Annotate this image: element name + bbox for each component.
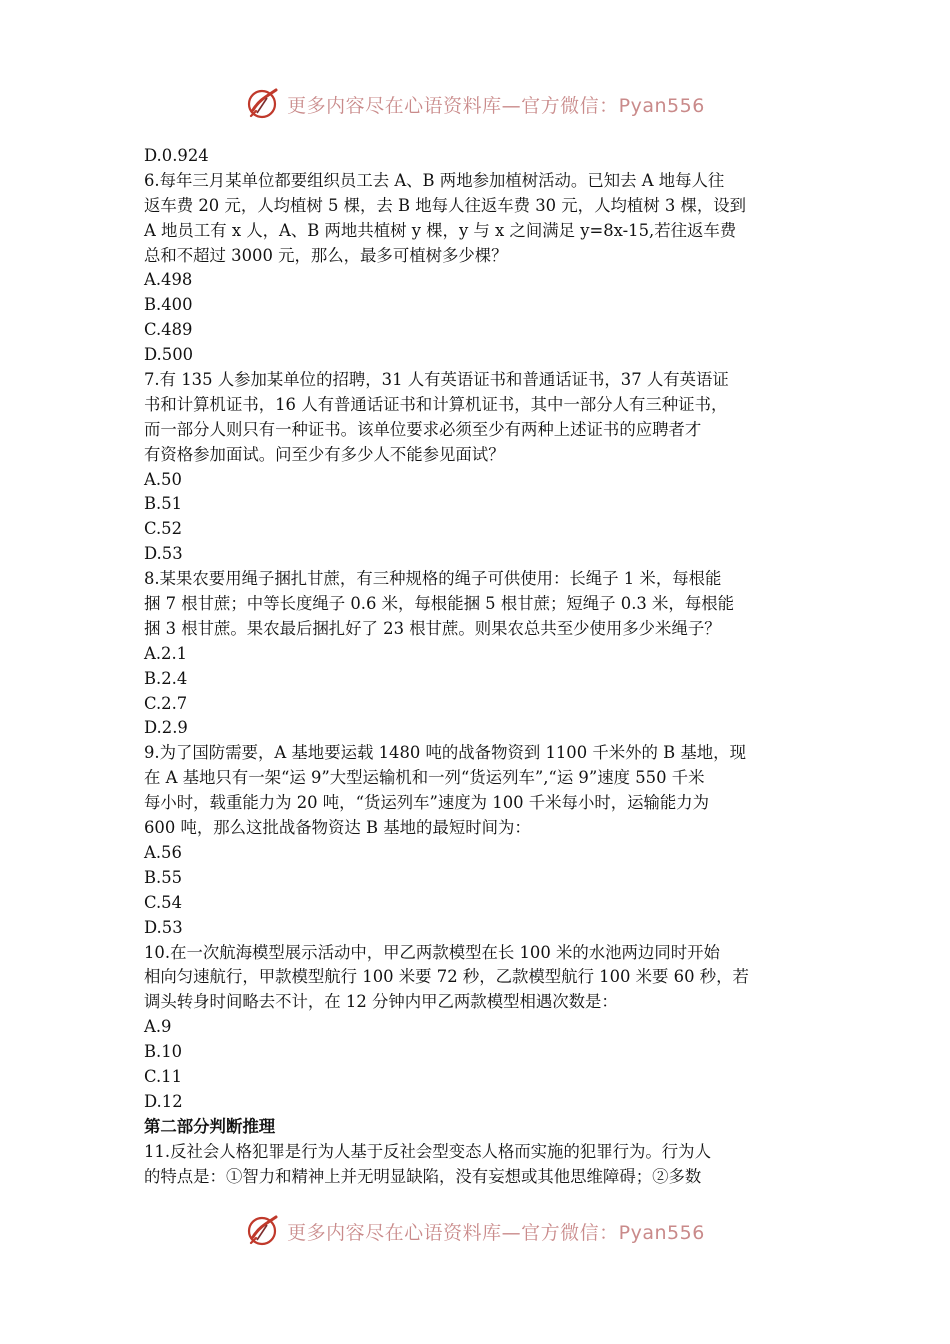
question-text-line: 捆 7 根甘蔗；中等长度绳子 0.6 米，每根能捆 5 根甘蔗；短绳子 0.3 米，每根能 <box>144 594 734 614</box>
question-text-line: 总和不超过 3000 元，那么，最多可植树多少棵？ <box>144 245 508 265</box>
answer-option: D.2.9 <box>144 718 188 738</box>
answer-option: B.55 <box>144 867 183 887</box>
question-text-line: 捆 3 根甘蔗。果农最后捆扎好了 23 根甘蔗。则果农总共至少使用多少米绳子？ <box>144 618 721 638</box>
answer-option: D.12 <box>144 1091 183 1111</box>
pen-logo-icon <box>245 86 281 122</box>
answer-option: A.50 <box>144 469 182 489</box>
question-text-line: 有资格参加面试。问至少有多少人不能参见面试？ <box>144 444 505 464</box>
answer-option: C.52 <box>144 519 183 539</box>
question-text-line: 书和计算机证书，16 人有普通话证书和计算机证书，其中一部分人有三种证书， <box>144 394 728 414</box>
question-text-line: 调头转身时间略去不计，在 12 分钟内甲乙两款模型相遇次数是： <box>144 992 618 1012</box>
answer-option: D.53 <box>144 917 183 937</box>
question-text-line: 每小时，载重能力为 20 吨，“货运列车”速度为 100 千米每小时，运输能力为 <box>144 793 710 813</box>
question-text-line: 在 A 基地只有一架“运 9”大型运输机和一列“货运列车”,“运 9”速度 550 千米 <box>144 768 705 788</box>
question-text-line: 而一部分人则只有一种证书。该单位要求必须至少有两种上述证书的应聘者才 <box>144 419 702 439</box>
answer-option: D.500 <box>144 345 194 365</box>
header-watermark-text: 更多内容尽在心语资料库—官方微信：Pyan556 <box>287 94 705 117</box>
question-text-line: 8.某果农要用绳子捆扎甘蔗，有三种规格的绳子可供使用：长绳子 1 米，每根能 <box>144 569 722 589</box>
answer-option: B.51 <box>144 494 183 514</box>
question-text-line: 6.每年三月某单位都要组织员工去 A、B 两地参加植树活动。已知去 A 地每人往 <box>144 170 725 190</box>
question-text-line: 的特点是：①智力和精神上并无明显缺陷，没有妄想或其他思维障碍；②多数 <box>144 1166 702 1186</box>
question-text-line: A 地员工有 x 人，A、B 两地共植树 y 棵，y 与 x 之间满足 y=8x-15,若往返车费 <box>144 220 737 240</box>
answer-option: B.400 <box>144 295 193 315</box>
answer-option: C.2.7 <box>144 693 188 713</box>
answer-option: D.53 <box>144 544 183 564</box>
question-text-line: 返车费 20 元，人均植树 5 棵，去 B 地每人往返车费 30 元，人均植树 3 棵，设到 <box>144 195 747 215</box>
question-text-line: 7.有 135 人参加某单位的招聘，31 人有英语证书和普通话证书，37 人有英语证 <box>144 370 729 390</box>
header-watermark <box>0 84 950 124</box>
question-text-line: 相向匀速航行，甲款模型航行 100 米要 72 秒，乙款模型航行 100 米要 60 秒，若 <box>144 967 749 987</box>
answer-option: A.2.1 <box>144 643 188 663</box>
answer-option: C.489 <box>144 320 193 340</box>
answer-option: B.2.4 <box>144 668 188 688</box>
question-text-line: 9.为了国防需要，A 基地要运载 1480 吨的战备物资到 1100 千米外的 B 基地，现 <box>144 743 746 763</box>
answer-option: C.11 <box>144 1066 183 1086</box>
answer-option: A.498 <box>144 270 193 290</box>
answer-option: C.54 <box>144 892 183 912</box>
answer-option: A.9 <box>144 1017 172 1037</box>
footer-watermark-text: 更多内容尽在心语资料库—官方微信：Pyan556 <box>287 1221 705 1244</box>
question-text-line: 600 吨，那么这批战备物资达 B 基地的最短时间为： <box>144 818 531 838</box>
answer-option: D.0.924 <box>144 146 209 165</box>
section-heading: 第二部分判断推理 <box>144 1116 276 1136</box>
answer-option: B.10 <box>144 1042 183 1062</box>
question-text-line: 11.反社会人格犯罪是行为人基于反社会型变态人格而实施的犯罪行为。行为人 <box>144 1141 711 1161</box>
pen-logo-icon <box>245 1213 281 1249</box>
document-body <box>144 144 810 1189</box>
answer-option: A.56 <box>144 842 182 862</box>
footer-watermark <box>0 1211 950 1251</box>
question-text-line: 10.在一次航海模型展示活动中，甲乙两款模型在长 100 米的水池两边同时开始 <box>144 942 720 962</box>
